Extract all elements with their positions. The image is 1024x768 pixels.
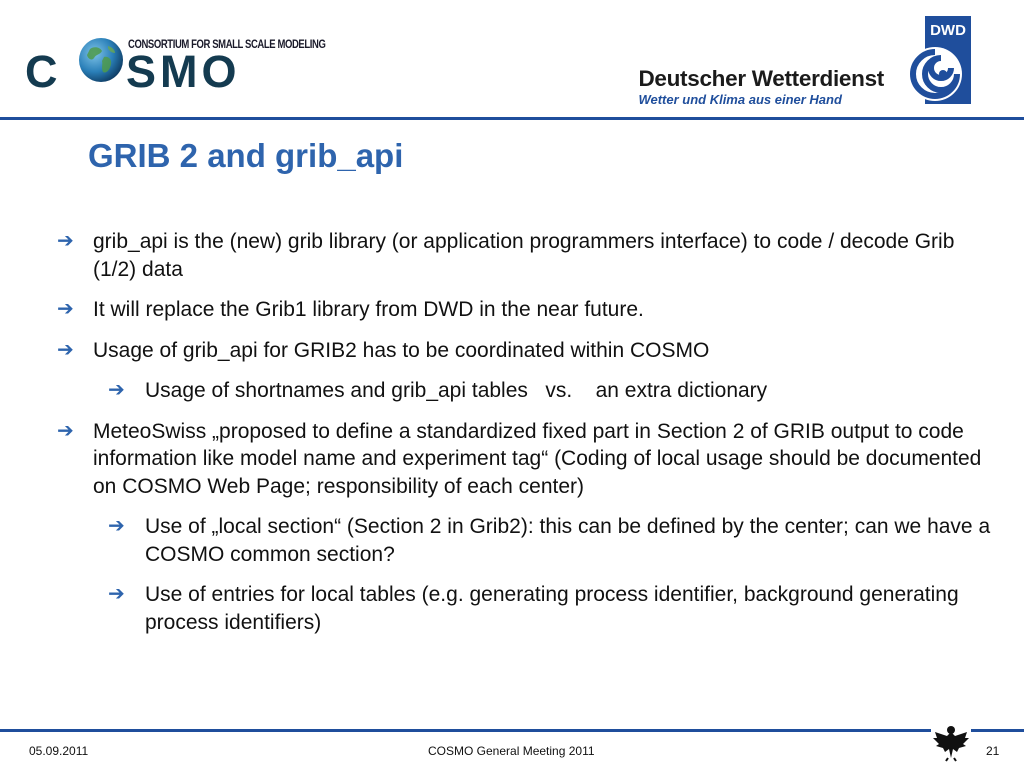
- dwd-logo: [899, 14, 973, 106]
- arrow-right-icon: ➔: [57, 298, 74, 320]
- dwd-wordmark: [638, 66, 884, 108]
- arrow-right-icon: ➔: [108, 515, 125, 537]
- globe-icon: [78, 37, 124, 83]
- sub-bullet-item: [57, 513, 997, 568]
- footer-date: 05.09.2011: [29, 744, 89, 758]
- bullet-item: [57, 337, 997, 365]
- dwd-badge-text: DWD: [930, 22, 966, 39]
- bullet-item: [57, 418, 997, 501]
- bullet-text: It will replace the Grib1 library from DWD in the near future.: [93, 298, 644, 321]
- bullet-text: Usage of grib_api for GRIB2 has to be coordinated within COSMO: [93, 338, 710, 362]
- arrow-right-icon: ➔: [57, 419, 74, 442]
- bullet-item: [57, 296, 997, 324]
- bullet-text: Use of „local section“ (Section 2 in Grib2): this can be defined by the center; can we have a COSMO common section?: [145, 515, 991, 566]
- bullet-text: Usage of shortnames and grib_api tables vs. an extra dictionary: [145, 379, 768, 402]
- bullet-text: Use of entries for local tables (e.g. generating process identifier, background generating process identifiers): [145, 583, 959, 634]
- arrow-right-icon: ➔: [108, 583, 125, 605]
- sub-bullet-item: [57, 581, 997, 636]
- header-divider: [0, 117, 1024, 120]
- arrow-right-icon: ➔: [57, 338, 74, 361]
- slide-title: GRIB 2 and grib_api: [88, 137, 404, 174]
- bullet-item: [57, 228, 997, 283]
- bullet-list: [57, 228, 997, 649]
- footer-event: COSMO General Meeting 2011: [428, 744, 595, 758]
- federal-eagle-icon: [931, 722, 971, 762]
- cosmo-letter-c: C: [25, 46, 58, 97]
- footer-divider: [0, 729, 1024, 732]
- bullet-text: MeteoSwiss „proposed to define a standardized fixed part in Section 2 of GRIB output to code information like model name and experiment tag“ (Coding of local usage should be documented on COSMO Web Page; responsibility of each center): [93, 419, 982, 498]
- footer-page-number: 21: [986, 744, 1000, 758]
- sub-bullet-item: [57, 377, 997, 405]
- cosmo-letters-smo: SMO: [126, 46, 241, 97]
- bullet-text: grib_api is the (new) grib library (or application programmers interface) to code / decode Grib (1/2) data: [93, 230, 955, 281]
- dwd-slogan: Wetter und Klima aus einer Hand: [638, 92, 842, 107]
- arrow-right-icon: ➔: [108, 379, 125, 401]
- arrow-right-icon: ➔: [57, 230, 74, 252]
- dwd-name: Deutscher Wetterdienst: [638, 66, 884, 91]
- cosmo-tagline: CONSORTIUM FOR SMALL SCALE MODELING: [128, 38, 326, 52]
